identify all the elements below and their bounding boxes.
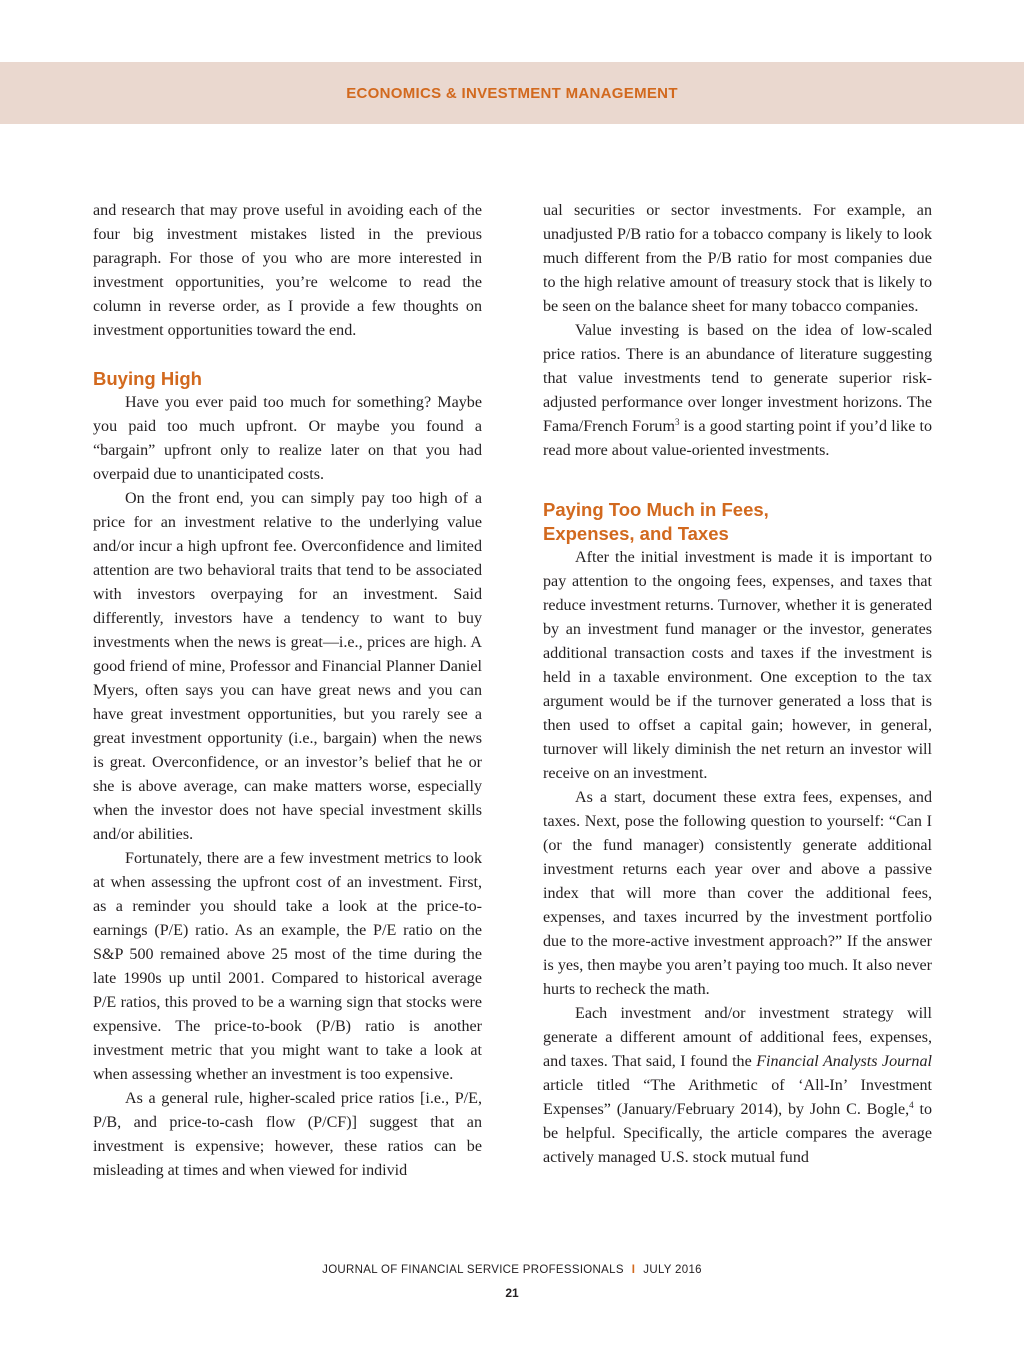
heading-line: Paying Too Much in Fees,: [543, 499, 769, 520]
journal-name: JOURNAL OF FINANCIAL SERVICE PROFESSIONALS: [322, 1264, 624, 1276]
paragraph: Have you ever paid too much for something? Maybe you paid too much upfront. Or maybe you found a “bargain” upfront only to realize later on that you had overpaid due to unanticipated costs.: [93, 394, 482, 483]
issue-date: JULY 2016: [643, 1264, 702, 1276]
heading-buying-high: Buying High: [93, 368, 202, 389]
right-column: [543, 199, 932, 1170]
paragraph-text: article titled “The Arithmetic of ‘All-In’ Investment Expenses” (January/February 2014), by John C. Bogle,: [543, 1077, 932, 1118]
paragraph: As a start, document these extra fees, expenses, and taxes. Next, pose the following question to yourself: “Can I (or the fund manager) consistently generate additional investment returns each year over and above a passive index that will more than cover the additional fees, expenses, and taxes incurred by the investment portfolio due to the more-active investment approach?” If the answer is yes, then maybe you aren’t paying too much. It also never hurts to recheck the math.: [543, 789, 932, 998]
section-title: ECONOMICS & INVESTMENT MANAGEMENT: [346, 84, 678, 102]
section-banner: [0, 62, 1024, 124]
heading-paying-too-much: [543, 498, 932, 546]
paragraph: ual securities or sector investments. For example, an unadjusted P/B ratio for a tobacco company is likely to look much different from the P/B ratio for most companies due to the high relative amount of treasury stock that is likely to be seen on the balance sheet for many tobacco companies.: [543, 202, 932, 315]
paragraph: After the initial investment is made it is important to pay attention to the ongoing fees, expenses, and taxes that reduce investment returns. Turnover, whether it is generated by an investment fund manager or the investor, generates additional transaction costs and taxes if the investment is held in a taxable environment. One exception to the tax argument would be if the turnover generated a loss that is then used to offset a capital gain; however, in general, turnover will likely diminish the net return an investor will receive on an investment.: [543, 549, 932, 782]
left-column: [93, 199, 482, 1183]
paragraph-text: Value investing is based on the idea of low-scaled price ratios. There is an abundance of literature suggesting that value investments tend to generate superior risk-adjusted performance over longer investment horizons. The Fama/French Forum: [543, 322, 932, 435]
paragraph-text: Each investment and/or investment strategy will generate a different amount of additional fees, expenses, and taxes. That said, I found the: [543, 1005, 932, 1070]
paragraph: On the front end, you can simply pay too high of a price for an investment relative to the underlying value and/or incur a high upfront fee. Overconfidence and limited attention are two behavioral traits that tend to be associated with investors overpaying for an investment. Said differently, investors have a tendency to want to buy investments when the news is great—i.e., prices are high. A good friend of mine, Professor and Financial Planner Daniel Myers, often says you can have great news and you can have great investment opportunities, but you rarely see a great investment opportunity (i.e., bargain) when the news is great. Overconfidence, or an investor’s belief that he or she is above average, can make matters worse, especially when the investor does not have special investment skills and/or abilities.: [93, 490, 482, 843]
page-number: 21: [505, 1286, 519, 1300]
heading-line: Expenses, and Taxes: [543, 523, 729, 544]
footnote-ref-3: 3: [674, 417, 680, 427]
footer-separator: I: [631, 1264, 636, 1276]
journal-title: Financial Analysts Journal: [756, 1053, 932, 1070]
paragraph: [543, 1002, 932, 1170]
paragraph: and research that may prove useful in avoiding each of the four big investment mistakes listed in the previous paragraph. For those of you who are more interested in investment opportunities, you’re welcome to read the column in reverse order, as I provide a few thoughts on investment opportunities toward the end.: [93, 202, 482, 339]
footnote-ref-4: 4: [909, 1100, 914, 1110]
paragraph: As a general rule, higher-scaled price ratios [i.e., P/E, P/B, and price-to-cash flow (P/CF)] suggest that an investment is expensive; however, these ratios can be misleading at times and when viewed for individ: [93, 1090, 482, 1179]
paragraph: [543, 319, 932, 463]
paragraph-text: is a good starting point if you’d like to read more about value-oriented investments.: [543, 418, 932, 459]
page-footer: [0, 1264, 1024, 1276]
paragraph: Fortunately, there are a few investment metrics to look at when assessing the upfront cost of an investment. First, as a reminder you should take a look at the price-to-earnings (P/E) ratio. As an example, the P/E ratio on the S&P 500 remained above 25 most of the time during the late 1990s up until 2001. Compared to historical average P/E ratios, this proved to be a warning sign that stocks were expensive. The price-to-book (P/B) ratio is another investment metric that you might want to take a look at when assessing whether an investment is too expensive.: [93, 850, 482, 1083]
paragraph-text: to be helpful. Specifically, the article compares the average actively managed U.S. stock mutual fund: [543, 1101, 932, 1166]
